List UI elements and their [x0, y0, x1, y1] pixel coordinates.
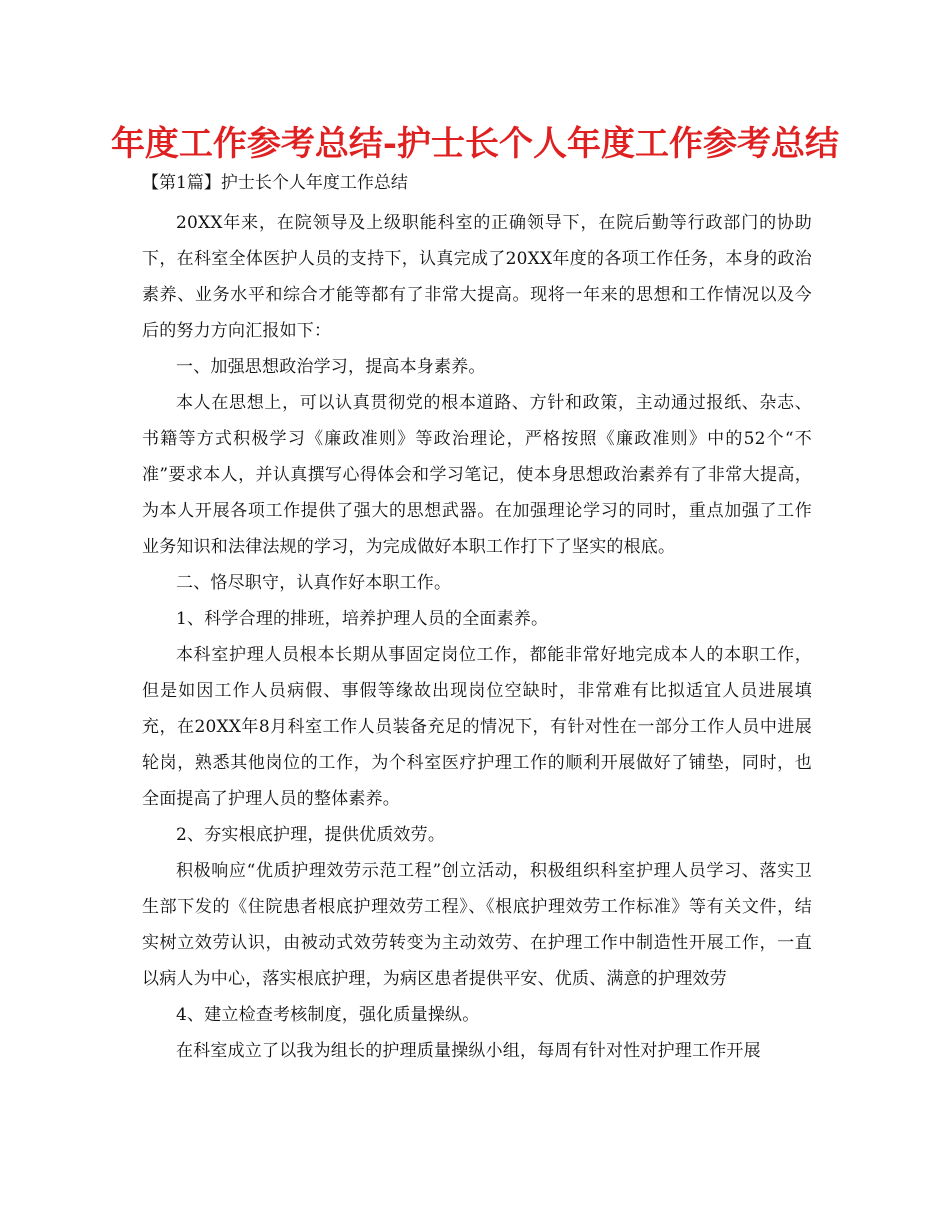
- paragraph-intro: 20XX年来，在院领导及上级职能科室的正确领导下，在院后勤等行政部门的协助下，在科室全体医护人员的支持下，认真完成了20XX年度的各项工作任务，本身的政治素养、业务水平和综合才能等都有了非常大提高。现将一年来的思想和工作情况以及今后的努力方向汇报如下：: [142, 213, 812, 341]
- paragraph-section-1-heading: 一、加强思想政治学习，提高本身素养。: [176, 357, 486, 377]
- paragraph-section-2-heading: 二、恪尽职守，认真作好本职工作。: [176, 573, 452, 593]
- paragraph-item-2-heading: 2、夯实根底护理，提供优质效劳。: [176, 825, 446, 845]
- paragraph-item-4-heading: 4、建立检查考核制度，强化质量操纵。: [176, 1005, 480, 1025]
- paragraph-section-1-body: 本人在思想上，可以认真贯彻党的根本道路、方针和政策，主动通过报纸、杂志、书籍等方式积极学习《廉政准则》等政治理论，严格按照《廉政准则》中的52个“不准”要求本人，并认真撰写心得体会和学习笔记，使本身思想政治素养有了非常大提高，为本人开展各项工作提供了强大的思想武器。在加强理论学习的同时，重点加强了工作业务知识和法律法规的学习，为完成做好本职工作打下了坚实的根底。: [142, 393, 812, 557]
- section-heading: 【第1篇】护士长个人年度工作总结: [142, 173, 408, 193]
- paragraph-item-4-body: 在科室成立了以我为组长的护理质量操纵小组，每周有针对性对护理工作开展: [176, 1041, 761, 1061]
- paragraph-item-2-body: 积极响应“优质护理效劳示范工程”创立活动，积极组织科室护理人员学习、落实卫生部下发的《住院患者根底护理效劳工程》、《根底护理效劳工作标准》等有关文件，结实树立效劳认识，由被动式效劳转变为主动效劳、在护理工作中制造性开展工作，一直以病人为中心，落实根底护理，为病区患者提供平安、优质、满意的护理效劳: [142, 861, 812, 989]
- document-title: 年度工作参考总结-护士长个人年度工作参考总结: [110, 124, 840, 164]
- paragraph-item-1-heading: 1、科学合理的排班，培养护理人员的全面素养。: [176, 609, 549, 629]
- document-body: [142, 170, 812, 1069]
- paragraph-item-1-body: 本科室护理人员根本长期从事固定岗位工作，都能非常好地完成本人的本职工作，但是如因工作人员病假、事假等缘故出现岗位空缺时，非常难有比拟适宜人员进展填充，在20XX年8月科室工作人员装备充足的情况下，有针对性在一部分工作人员中进展轮岗，熟悉其他岗位的工作，为个科室医疗护理工作的顺利开展做好了铺垫，同时，也全面提高了护理人员的整体素养。: [142, 645, 812, 809]
